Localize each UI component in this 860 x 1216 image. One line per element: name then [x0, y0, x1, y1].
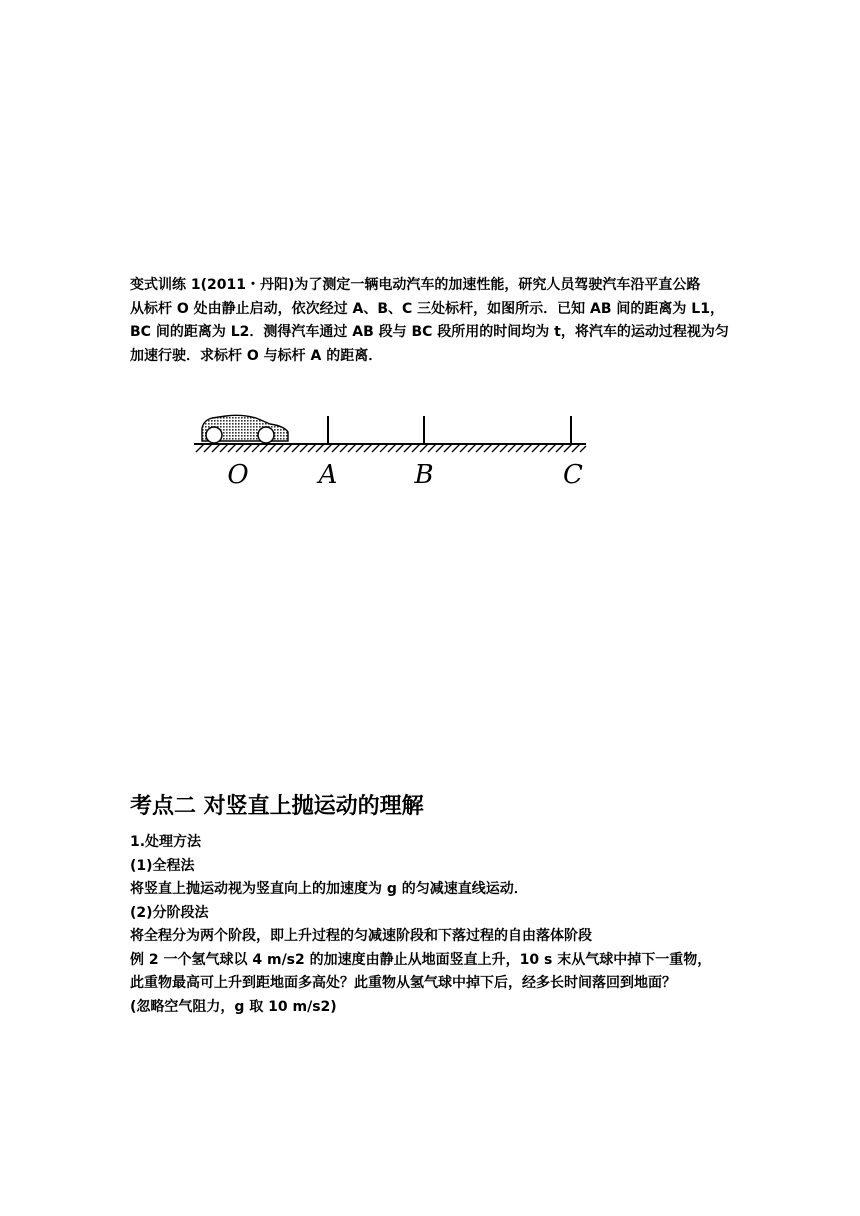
exercise-paragraph	[130, 274, 740, 368]
section-line: 例 2 一个氢气球以 4 m/s2 的加速度由静止从地面竖直上升，10 s 末从气球中掉下一重物，	[130, 951, 712, 968]
label-b: B	[414, 460, 434, 490]
section-line: (忽略空气阻力，g 取 10 m/s2)	[130, 998, 337, 1015]
exercise-line: 从标杆 O 处由静止启动，依次经过 A、B、C 三处标杆，如图所示．已知 AB 间的距离为 L1，	[130, 300, 724, 317]
car-road-diagram	[190, 408, 590, 492]
exercise-line: 加速行驶．求标杆 O 与标杆 A 的距离．	[130, 347, 383, 364]
car-road-figure	[190, 408, 590, 492]
section-line: 此重物最高可上升到距地面多高处？此重物从氢气球中掉下后，经多长时间落回到地面？	[130, 975, 676, 991]
section-line: (1)全程法	[130, 857, 195, 874]
label-c: C	[563, 460, 583, 490]
section-body	[130, 831, 740, 1019]
section-line: 1.处理方法	[130, 834, 202, 850]
section-line: 将竖直上抛运动视为竖直向上的加速度为 g 的匀减速直线运动．	[130, 881, 528, 897]
label-a: A	[318, 460, 338, 490]
label-o: O	[227, 460, 249, 490]
section-line: (2)分阶段法	[130, 904, 209, 921]
section-heading: 考点二 对竖直上抛运动的理解	[130, 794, 424, 819]
exercise-line: BC 间的距离为 L2．测得汽车通过 AB 段与 BC 段所用的时间均为 t，将汽车的运动过程视为匀	[130, 324, 729, 340]
car-icon	[202, 415, 288, 443]
ground-hatching	[196, 444, 586, 452]
exercise-line: 变式训练 1(2011・丹阳)为了测定一辆电动汽车的加速性能，研究人员驾驶汽车沿平直公路	[130, 277, 701, 293]
section-line: 将全程分为两个阶段，即上升过程的匀减速阶段和下落过程的自由落体阶段	[130, 928, 592, 944]
